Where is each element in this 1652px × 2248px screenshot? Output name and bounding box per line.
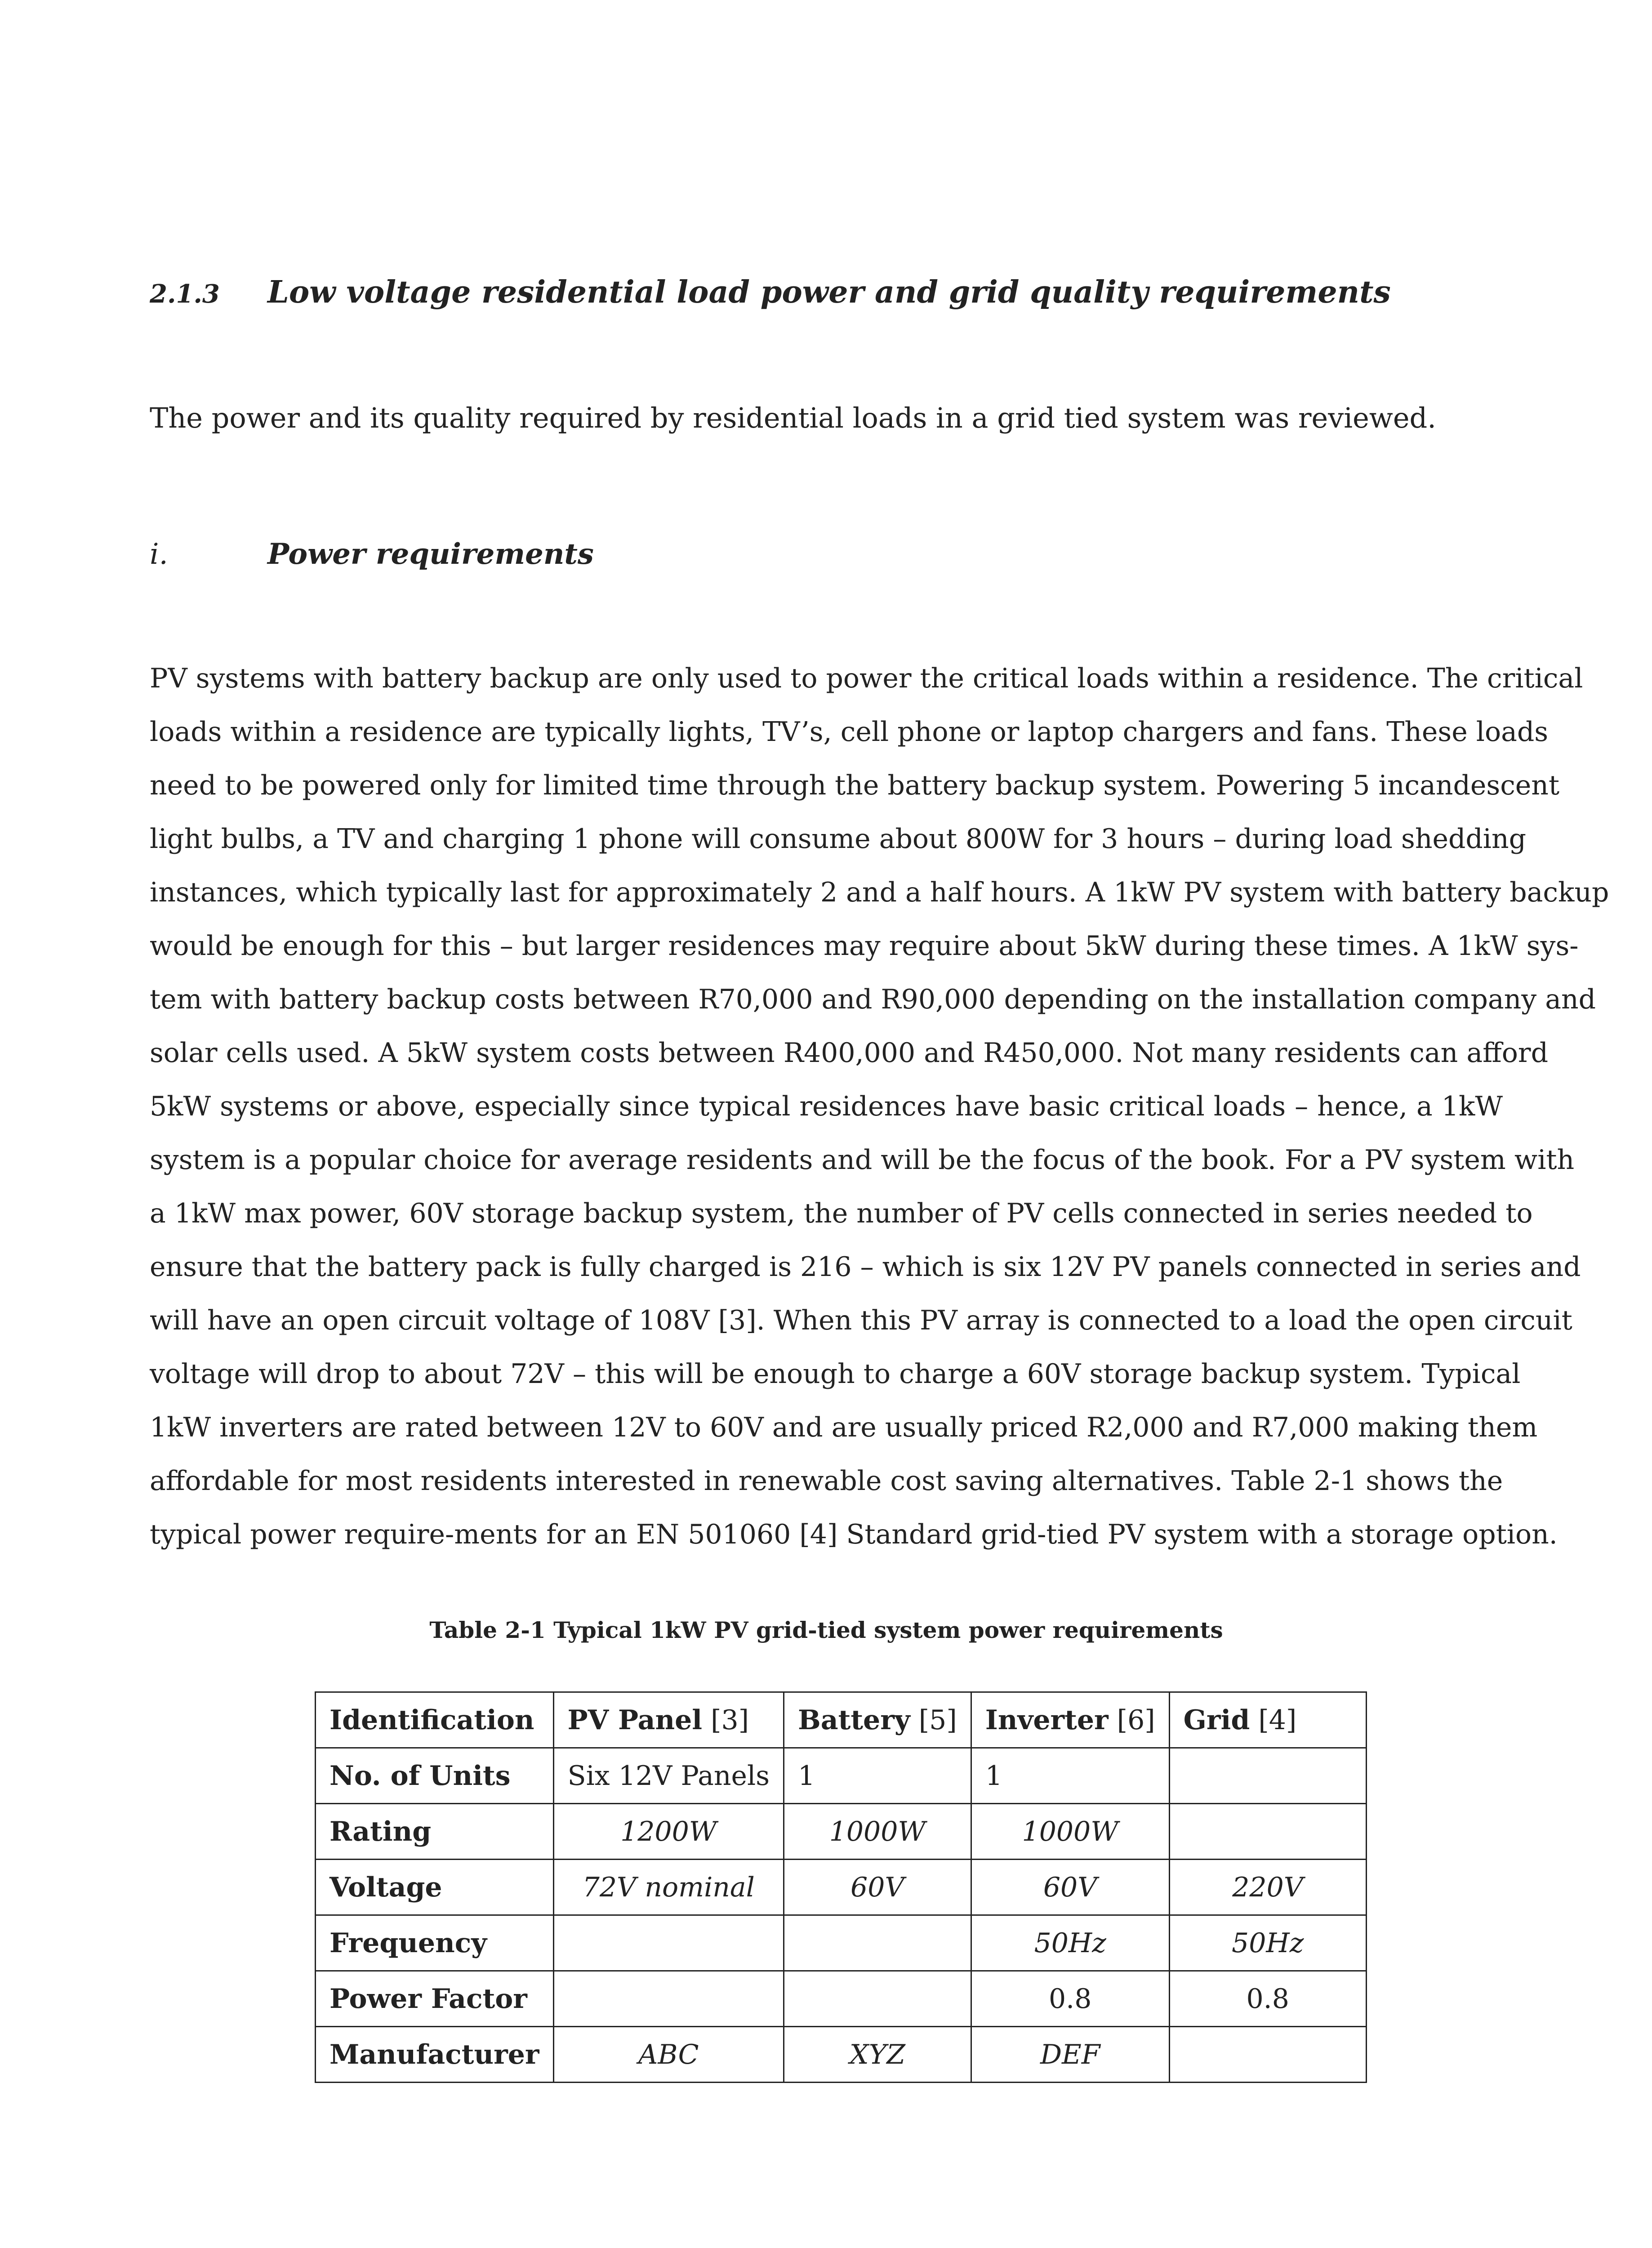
table-cell: [1169, 1748, 1366, 1804]
paragraph-line: tem with battery backup costs between R70,000 and R90,000 depending on the installation company and: [150, 984, 1596, 1015]
table-cell: 0.8: [971, 1971, 1169, 2027]
table-row: [316, 2027, 1367, 2083]
paragraph-line: 1kW inverters are rated between 12V to 60V and are usually priced R2,000 and R7,000 making them: [150, 1412, 1538, 1443]
table-cell: 72V nominal: [553, 1860, 784, 1915]
table-row: [316, 1971, 1367, 2027]
subsection-title: Power requirements: [267, 537, 594, 571]
row-label: Frequency: [316, 1915, 554, 1971]
table-cell: 1000W: [971, 1804, 1169, 1860]
table-cell: 220V: [1169, 1860, 1366, 1915]
table-cell: 1: [784, 1748, 971, 1804]
row-label: Manufacturer: [316, 2027, 554, 2083]
paragraph-line: would be enough for this – but larger residences may require about 5kW during these times. A 1kW sys-: [150, 930, 1579, 962]
table-cell: [1169, 1804, 1366, 1860]
paragraph-line: PV systems with battery backup are only used to power the critical loads within a residence. The critical: [150, 663, 1583, 694]
table-cell: 1: [971, 1748, 1169, 1804]
table-cell: Six 12V Panels: [553, 1748, 784, 1804]
row-label: Voltage: [316, 1860, 554, 1915]
paragraph-line: need to be powered only for limited time through the battery backup system. Powering 5 incandescent: [150, 770, 1560, 801]
table-cell: [784, 1971, 971, 2027]
table-cell: [553, 1915, 784, 1971]
section-title: Low voltage residential load power and grid quality requirements: [267, 274, 1391, 310]
paragraph-line: instances, which typically last for approximately 2 and a half hours. A 1kW PV system with battery backup: [150, 877, 1609, 908]
paragraph-line: ensure that the battery pack is fully charged is 216 – which is six 12V PV panels connected in series and: [150, 1251, 1581, 1283]
row-label: Rating: [316, 1804, 554, 1860]
table-caption: Table 2-1 Typical 1kW PV grid-tied system power requirements: [429, 1617, 1223, 1643]
table-cell: ABC: [553, 2027, 784, 2083]
paragraph-line: affordable for most residents interested in renewable cost saving alternatives. Table 2-1 shows the: [150, 1465, 1503, 1497]
paragraph-line: will have an open circuit voltage of 108V [3]. When this PV array is connected to a load the open circuit: [150, 1305, 1572, 1336]
header-cell: Identification: [316, 1692, 554, 1748]
paragraph-line: a 1kW max power, 60V storage backup system, the number of PV cells connected in series needed to: [150, 1198, 1533, 1229]
table-row: [316, 1748, 1367, 1804]
header-cell: Grid [4]: [1169, 1692, 1366, 1748]
paragraph-line: loads within a residence are typically lights, TV’s, cell phone or laptop chargers and fans. These loads: [150, 716, 1549, 748]
table-cell: XYZ: [784, 2027, 971, 2083]
table-row: [316, 1804, 1367, 1860]
table-cell: 60V: [971, 1860, 1169, 1915]
table-cell: 50Hz: [1169, 1915, 1366, 1971]
paragraph-line: system is a popular choice for average residents and will be the focus of the book. For a PV system with: [150, 1144, 1575, 1176]
table-cell: 1200W: [553, 1804, 784, 1860]
row-label: Power Factor: [316, 1971, 554, 2027]
subsection-heading: [150, 537, 1498, 571]
paragraph-line: light bulbs, a TV and charging 1 phone will consume about 800W for 3 hours – during load shedding: [150, 823, 1527, 855]
paragraph-line: voltage will drop to about 72V – this will be enough to charge a 60V storage backup system. Typical: [150, 1358, 1521, 1390]
intro-paragraph: The power and its quality required by residential loads in a grid tied system was reviewed.: [150, 401, 1436, 434]
header-cell: PV Panel [3]: [553, 1692, 784, 1748]
table-cell: 50Hz: [971, 1915, 1169, 1971]
row-label: No. of Units: [316, 1748, 554, 1804]
section-number: 2.1.3: [150, 279, 220, 309]
table-cell: 60V: [784, 1860, 971, 1915]
paragraph-line: solar cells used. A 5kW system costs between R400,000 and R450,000. Not many residents can afford: [150, 1037, 1549, 1069]
subsection-number: i.: [150, 538, 168, 571]
paragraph-line: 5kW systems or above, especially since typical residences have basic critical loads – hence, a 1kW: [150, 1091, 1503, 1122]
table-header-row: [316, 1692, 1367, 1748]
header-cell: Inverter [6]: [971, 1692, 1169, 1748]
table-cell: [553, 1971, 784, 2027]
section-heading: [150, 274, 1498, 310]
table-row: [316, 1915, 1367, 1971]
table-row: [316, 1860, 1367, 1915]
power-requirements-table: [315, 1691, 1367, 2083]
table-cell: [784, 1915, 971, 1971]
header-cell: Battery [5]: [784, 1692, 971, 1748]
table-cell: DEF: [971, 2027, 1169, 2083]
body-paragraph: [150, 652, 1609, 1561]
table-cell: 0.8: [1169, 1971, 1366, 2027]
paragraph-line: typical power require-ments for an EN 501060 [4] Standard grid-tied PV system with a storage option.: [150, 1519, 1558, 1550]
table-cell: 1000W: [784, 1804, 971, 1860]
table-cell: [1169, 2027, 1366, 2083]
